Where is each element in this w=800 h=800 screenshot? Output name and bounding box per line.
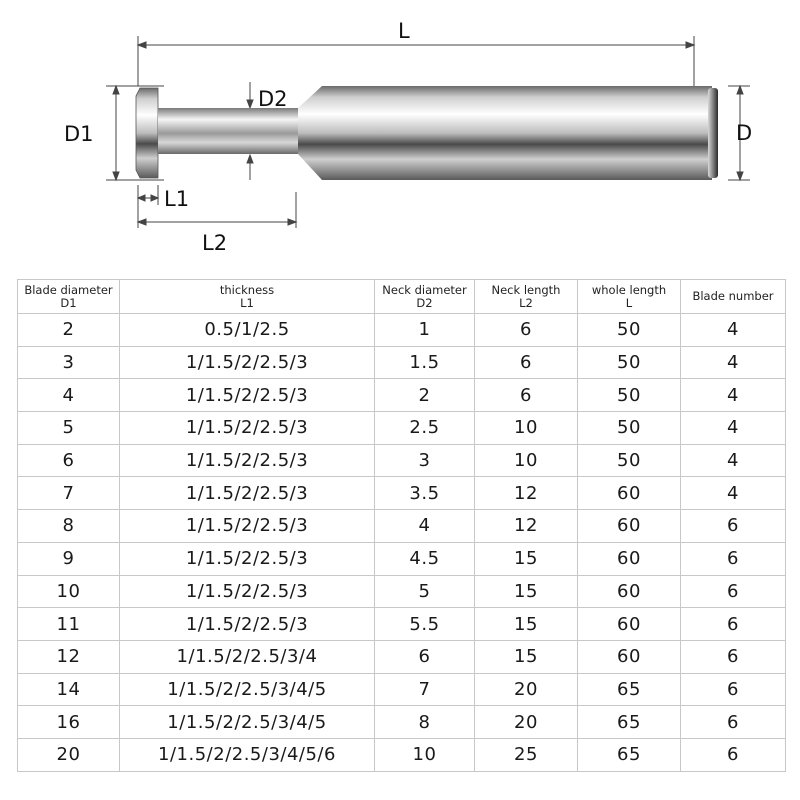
table-cell: 7	[375, 673, 475, 706]
table-cell: 15	[475, 575, 578, 608]
table-row	[18, 673, 786, 706]
column-header-label: whole length	[591, 282, 667, 297]
table-cell: 5	[18, 412, 120, 445]
table-cell: 6	[475, 346, 578, 379]
column-header	[375, 280, 475, 314]
table-cell: 3.5	[375, 477, 475, 510]
table-cell: 2	[18, 314, 120, 347]
table-cell: 60	[578, 640, 681, 673]
table-cell: 60	[578, 477, 681, 510]
table-cell: 65	[578, 673, 681, 706]
table-row	[18, 575, 786, 608]
table-cell: 6	[681, 673, 786, 706]
column-header-symbol: L	[625, 295, 633, 310]
table-cell: 4	[375, 510, 475, 543]
neck-taper	[298, 86, 322, 180]
table-cell: 1/1.5/2/2.5/3	[120, 575, 375, 608]
cutter-neck	[158, 108, 298, 154]
table-row	[18, 510, 786, 543]
table-row	[18, 738, 786, 771]
label-D2: D2	[258, 87, 288, 111]
table-cell: 4	[681, 314, 786, 347]
table-cell: 10	[475, 444, 578, 477]
table-row	[18, 346, 786, 379]
table-cell: 1/1.5/2/2.5/3	[120, 412, 375, 445]
table-cell: 4	[681, 346, 786, 379]
table-cell: 1/1.5/2/2.5/3	[120, 608, 375, 641]
table-row	[18, 640, 786, 673]
table-cell: 4	[681, 477, 786, 510]
table-row	[18, 608, 786, 641]
table-cell: 12	[18, 640, 120, 673]
column-header-label: Neck length	[491, 282, 561, 297]
table-cell: 8	[375, 706, 475, 739]
table-cell: 11	[18, 608, 120, 641]
table-cell: 15	[475, 640, 578, 673]
table-cell: 2	[375, 379, 475, 412]
table-cell: 1/1.5/2/2.5/3	[120, 346, 375, 379]
table-cell: 5	[375, 575, 475, 608]
table-cell: 6	[475, 314, 578, 347]
column-header	[681, 280, 786, 314]
table-cell: 1/1.5/2/2.5/3/4/5	[120, 706, 375, 739]
table-header-row	[18, 280, 786, 314]
table-cell: 60	[578, 542, 681, 575]
table-cell: 25	[475, 738, 578, 771]
table-cell: 6	[681, 542, 786, 575]
table-cell: 20	[475, 706, 578, 739]
table-cell: 1/1.5/2/2.5/3	[120, 444, 375, 477]
table-cell: 4	[681, 379, 786, 412]
cutter-shank	[322, 86, 712, 180]
table-row	[18, 444, 786, 477]
column-header	[578, 280, 681, 314]
table-cell: 8	[18, 510, 120, 543]
table-cell: 3	[18, 346, 120, 379]
table-cell: 10	[375, 738, 475, 771]
table-cell: 1	[375, 314, 475, 347]
table-row	[18, 542, 786, 575]
table-cell: 10	[18, 575, 120, 608]
table-cell: 50	[578, 379, 681, 412]
table-cell: 4	[681, 412, 786, 445]
label-L1: L1	[164, 187, 190, 211]
column-header	[18, 280, 120, 314]
table-cell: 6	[475, 379, 578, 412]
label-D: D	[736, 121, 753, 145]
table-cell: 1/1.5/2/2.5/3	[120, 542, 375, 575]
table-cell: 1/1.5/2/2.5/3/4/5/6	[120, 738, 375, 771]
table-cell: 12	[475, 477, 578, 510]
table-cell: 20	[18, 738, 120, 771]
table-cell: 4.5	[375, 542, 475, 575]
blade-head	[136, 88, 158, 178]
column-header-label: Blade number	[692, 289, 774, 303]
table-cell: 4	[681, 444, 786, 477]
table-cell: 6	[18, 444, 120, 477]
table-cell: 1/1.5/2/2.5/3/4	[120, 640, 375, 673]
table-cell: 1/1.5/2/2.5/3	[120, 477, 375, 510]
column-header-symbol: D1	[60, 295, 77, 310]
table-cell: 1.5	[375, 346, 475, 379]
table-row	[18, 314, 786, 347]
table-cell: 16	[18, 706, 120, 739]
table-cell: 6	[681, 706, 786, 739]
table-cell: 65	[578, 706, 681, 739]
table-cell: 50	[578, 346, 681, 379]
table-row	[18, 477, 786, 510]
table-cell: 1/1.5/2/2.5/3	[120, 379, 375, 412]
column-header	[475, 280, 578, 314]
table-cell: 0.5/1/2.5	[120, 314, 375, 347]
column-header-label: thickness	[219, 282, 275, 297]
table-cell: 20	[475, 673, 578, 706]
table-row	[18, 412, 786, 445]
column-header-symbol: L1	[240, 295, 254, 310]
table-cell: 15	[475, 542, 578, 575]
table-cell: 50	[578, 444, 681, 477]
table-cell: 65	[578, 738, 681, 771]
table-cell: 7	[18, 477, 120, 510]
table-cell: 9	[18, 542, 120, 575]
table-cell: 6	[681, 738, 786, 771]
table-cell: 2.5	[375, 412, 475, 445]
label-D1: D1	[64, 122, 94, 146]
column-header-symbol: L2	[519, 295, 533, 310]
table-cell: 60	[578, 575, 681, 608]
table-cell: 50	[578, 412, 681, 445]
column-header-symbol: D2	[416, 295, 433, 310]
label-L2: L2	[202, 231, 228, 255]
table-cell: 60	[578, 510, 681, 543]
table-cell: 6	[681, 608, 786, 641]
table-cell: 12	[475, 510, 578, 543]
table-cell: 5.5	[375, 608, 475, 641]
column-header-label: Neck diameter	[382, 282, 467, 297]
table-cell: 4	[18, 379, 120, 412]
table-row	[18, 379, 786, 412]
table-cell: 60	[578, 608, 681, 641]
table-cell: 15	[475, 608, 578, 641]
table-cell: 10	[475, 412, 578, 445]
column-header	[120, 280, 375, 314]
table-cell: 6	[681, 510, 786, 543]
cutter-illustration	[136, 86, 718, 180]
table-cell: 6	[681, 575, 786, 608]
shank-end	[708, 88, 718, 178]
specification-table	[17, 279, 786, 772]
t-slot-cutter-diagram	[0, 0, 800, 262]
table-cell: 6	[375, 640, 475, 673]
column-header-label: Blade diameter	[24, 282, 113, 297]
table-row	[18, 706, 786, 739]
table-cell: 3	[375, 444, 475, 477]
table-cell: 14	[18, 673, 120, 706]
table-cell: 50	[578, 314, 681, 347]
table-cell: 1/1.5/2/2.5/3	[120, 510, 375, 543]
table-cell: 1/1.5/2/2.5/3/4/5	[120, 673, 375, 706]
label-L: L	[398, 19, 410, 43]
table-cell: 6	[681, 640, 786, 673]
